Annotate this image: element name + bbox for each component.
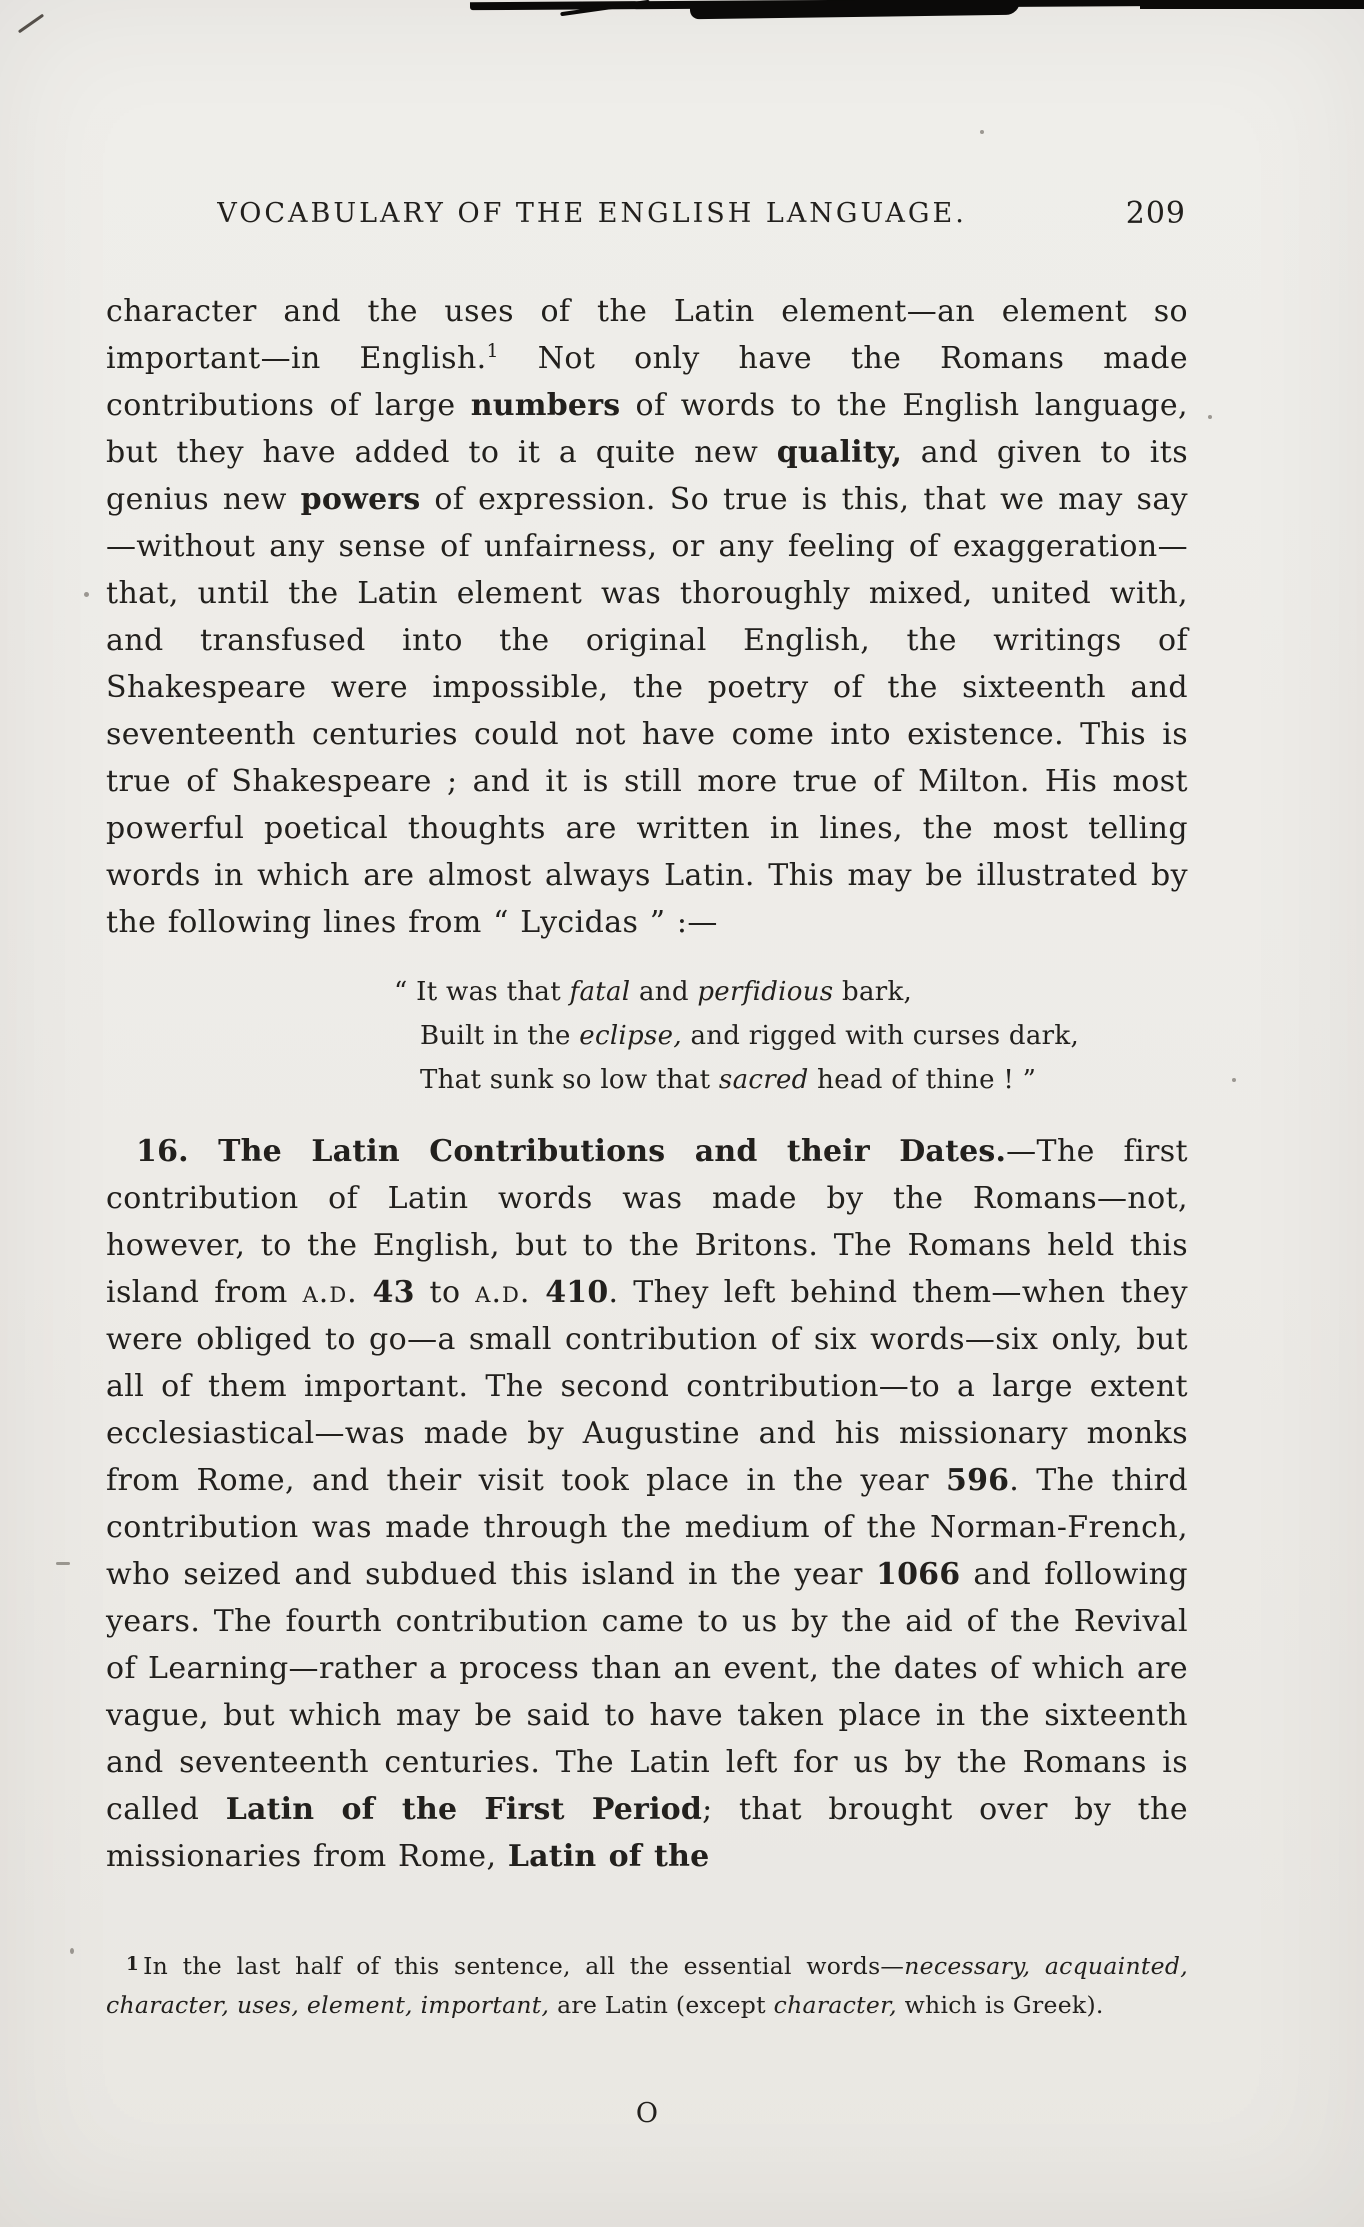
text-segment: 16. The Latin Contributions and their Dates. <box>136 1134 1007 1169</box>
text-segment: “ It was that <box>394 977 570 1007</box>
text-segment: ; that brought over by the missionaries from Rome, <box>106 1792 1189 1874</box>
scan-speck <box>1232 1078 1236 1082</box>
text-segment: 1066 <box>876 1557 961 1592</box>
scan-speck <box>70 1948 74 1954</box>
text-segment: bark, <box>833 977 913 1007</box>
lycidas-verse <box>394 970 1188 1102</box>
paragraph-latin-contributions <box>106 1128 1188 1880</box>
text-segment: a.d. <box>475 1275 531 1310</box>
text-segment: —The first contribution of Latin words was made by the Romans—not, however, to the English, but to the Britons. The Romans held this island from <box>106 1134 1188 1310</box>
text-segment: Latin of the <box>507 1839 710 1874</box>
text-segment: a.d. <box>302 1275 358 1310</box>
scan-speck <box>980 130 984 134</box>
scan-speck <box>84 592 89 597</box>
text-segment: powers <box>300 482 421 517</box>
text-segment: . The third contribution was made through the medium of the Norman-French, who seized and subdued this island in the year <box>106 1463 1188 1592</box>
text-segment: Latin of the First Period <box>225 1792 703 1827</box>
text-segment: are Latin (except <box>549 1991 774 2019</box>
text-segment: and given to its genius new <box>106 435 1189 517</box>
text-segment: 410 <box>545 1275 609 1310</box>
text-segment: and rigged with curses dark, <box>681 1021 1080 1051</box>
text-segment: head of thine ! ” <box>808 1065 1037 1095</box>
verse-line <box>394 1014 1188 1058</box>
scan-speck <box>56 1562 70 1565</box>
text-segment: In the last half of this sentence, all the essential words— <box>143 1952 905 1980</box>
text-segment: quality, <box>776 435 903 470</box>
scan-artifact <box>18 14 44 34</box>
text-segment: which is Greek). <box>896 1991 1104 2019</box>
page-number: 209 <box>1125 196 1186 231</box>
text-segment: and <box>630 977 698 1007</box>
scan-speck <box>1208 415 1212 419</box>
text-segment: 1 <box>486 341 499 362</box>
scan-artifact <box>690 0 1020 19</box>
text-segment <box>530 1275 545 1310</box>
text-segment: character and the uses of the Latin element—an element so important—in English. <box>106 294 1188 376</box>
text-segment: fatal <box>569 977 631 1007</box>
text-segment: perfidious <box>697 977 834 1007</box>
text-segment: numbers <box>470 388 621 423</box>
footnote <box>106 1945 1188 2025</box>
text-segment: 43 <box>372 1275 415 1310</box>
text-segment: to <box>414 1275 476 1310</box>
text-segment: sacred <box>718 1065 809 1095</box>
paragraph-latin-element <box>106 288 1188 946</box>
running-title: VOCABULARY OF THE ENGLISH LANGUAGE. <box>217 198 967 229</box>
text-segment: of words to the English language, but they have added to it a quite new <box>106 388 1188 470</box>
text-segment: That sunk so low that <box>420 1065 719 1095</box>
text-segment: . They left behind them—when they were obliged to go—a small contribution of six words—six only, but all of them important. The second contribution—to a large extent ecclesiastical—was made by Augustine and his missionary monks from Rome, and their visit took place in the year <box>106 1275 1189 1498</box>
text-segment: and following years. The fourth contribution came to us by the aid of the Revival of Learning—rather a process than an event, the dates of which are vague, but which may be said to have taken place in the sixteenth and seventeenth centuries. The Latin left for us by the Romans is called <box>106 1557 1188 1827</box>
text-segment: Not only have the Romans made contributions of large <box>106 341 1188 423</box>
running-head <box>106 198 1188 244</box>
text-segment: eclipse, <box>579 1021 682 1051</box>
text-segment: character, <box>773 1991 897 2019</box>
text-column <box>106 198 1188 1880</box>
text-segment: 1 <box>126 1954 140 1975</box>
text-segment: of expression. So true is this, that we may say—without any sense of unfairness, or any feeling of exaggeration—that, until the Latin element was thoroughly mixed, united with, and transfused into the original English, the writings of Shakespeare were impossible, the poetry of the sixteenth and seventeenth centuries could not have come into existence. This is true of Shakespeare ; and it is still more true of Milton. His most powerful poetical thoughts are written in lines, the most telling words in which are almost always Latin. This may be illustrated by the following lines from “ Lycidas ” :— <box>106 482 1188 940</box>
verse-line <box>394 1058 1188 1102</box>
signature-mark: O <box>635 2098 659 2129</box>
verse-line <box>394 970 1188 1014</box>
text-segment <box>358 1275 373 1310</box>
text-segment: 596 <box>946 1463 1010 1498</box>
text-segment: necessary, acquainted, character, uses, element, important, <box>106 1952 1188 2019</box>
text-segment: Built in the <box>420 1021 580 1051</box>
scan-artifact <box>1140 0 1364 9</box>
